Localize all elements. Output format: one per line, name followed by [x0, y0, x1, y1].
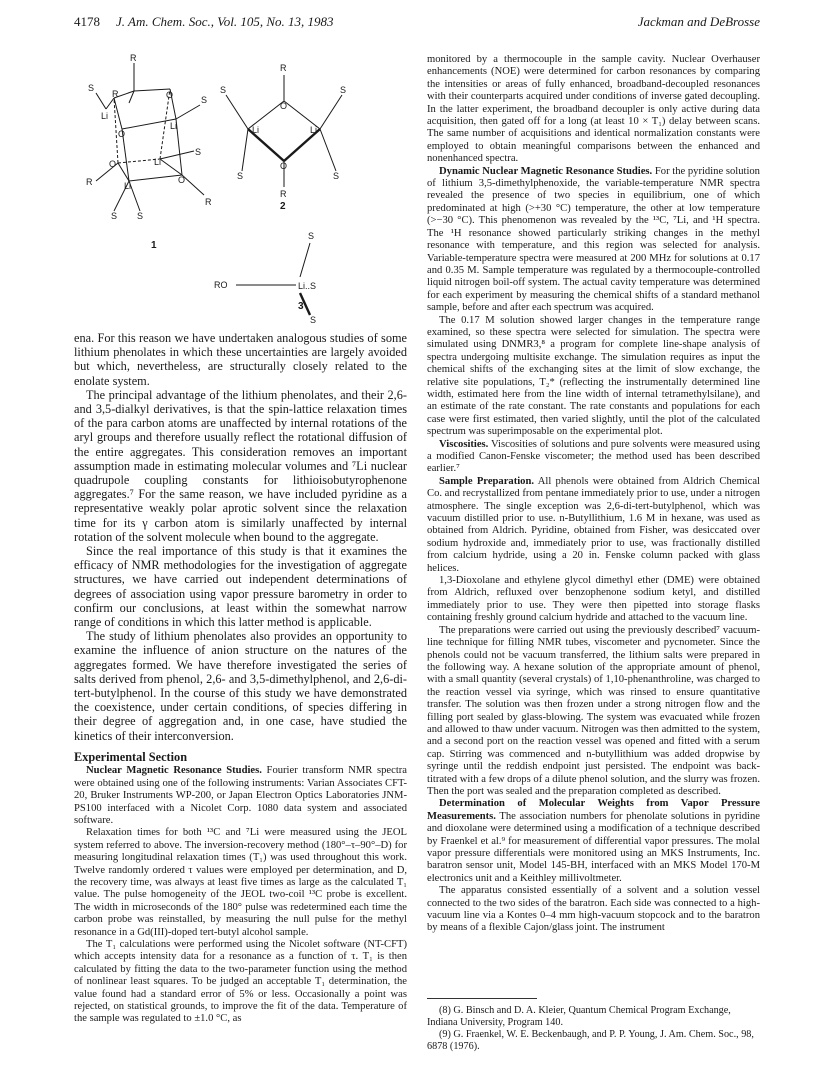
li-s-label-3: Li..S — [298, 281, 317, 291]
footnote-8: (8) G. Binsch and D. A. Kleier, Quantum Chemical Program Exchange, Indiana University, Program 140. — [427, 1005, 731, 1028]
body-paragraph: monitored by a thermocouple in the sample cavity. Nuclear Overhauser enhancements (NOE) were determined for carbon resonances by comparing the intensities or areas of fully enhanced, broadband-decoupled resonances with their counterparts acquired under conditions of inverse gated decoupling. In the latter experiment, the broadband decoupler is only active during data acquisition, then gated off for a long (at least 10 × T₁) delay between scans. The same number of acquisitions and identical normalization constants were employed to obtain meaningful comparisons between the enhanced and nonenhanced spectra. — [427, 54, 760, 165]
dynamic-nmr-text: For the pyridine solution of lithium 3,5-dimethylphenoxide, the variable-temperature NMR spectra revealed the presence of two species in equilibrium, one of which predominated at high (>+30 °C) temperature, the other at low temperature (>−30 °C). This phenomenon was revealed by the ¹³C, ⁷Li, and ¹H spectra. The ¹H resonance showed particularly striking changes in the methyl resonance with temperature, and this region was selected for analysis. Variable-temperature spectra were measured at 200 MHz for solutions at 0.17 and 0.35 M. Sample temperature was regulated by a thermocouple-controlled liquid nitrogen boil-off system. The actual cavity temperature was determined for each experiment by measuring the chemical shifts of a standard methanol sample, before and after each spectrum was acquired. — [427, 165, 760, 314]
running-header — [74, 14, 760, 32]
intro-paragraph: The principal advantage of the lithium phenolates, and their 2,6- and 3,5-dialkyl derivatives, is that the spin-lattice relaxation times of the para carbon atoms are unaffected by internal rotations of the aryl groups and therefore usually reflect the rotational diffusion of the entire aggregates. This consideration removes an important assumption made in estimating molecular volumes and ⁷Li nuclear quadrupole coupling constants for lithioisobutyrophenone aggregates.⁷ For the same reason, we have included pyridine as a representative weakly polar aprotic solvent since the relaxation time for its γ carbon atom is similarly unaffected by internal rotation of the solvent molecule when bound to the aggregate. — [74, 387, 407, 544]
o-label-1b: O — [118, 129, 126, 139]
body-paragraph: The apparatus consisted essentially of a solvent and a solution vessel connected to the two sides of the baratron. Each side was connected to a high-vacuum line via a Kontes 0–4 mm high-vacuum stopcock and to the baratron by means of a flexible Cajon/glass joint. The instrument — [427, 885, 760, 934]
o-label-1d: O — [178, 175, 186, 185]
s-label-2b: S — [340, 85, 347, 95]
molecular-weight-text: The association numbers for phenolate solutions in pyridine and dioxolane were determined using a modification of a technique described by Fraenkel et al.⁹ for measurement of differential vapor pressures. The molal vapor pressure differentials were monitored using an MKS Instruments, Inc. baratron sensor unit, Model 145-BH, interfaced with an MKS Model 170-M electronics unit and a Keithley millivoltmeter. — [427, 810, 760, 884]
run-in-heading: Sample Preparation. — [439, 475, 535, 487]
s-label-2a: S — [220, 85, 227, 95]
ro-label-3: RO — [214, 280, 228, 290]
li-label-1a: Li — [101, 111, 109, 121]
lithium-aggregate-structures — [74, 53, 407, 329]
intro-paragraph: Since the real importance of this study is that it examines the efficacy of NMR methodologies for the investigation of aggregate structures, we have carried out independent determinations of degrees of association using vapor pressure barometry in order to confirm our conclusions, at least within the somewhat narrow range of conditions in which this latter method is applicable. — [74, 544, 407, 630]
body-paragraph: The 0.17 M solution showed larger changes in the temperature range examined, so these spectra were selected for simulation. The spectra were simulated using DNMR3,⁸ a program for complete line-shape analysis of spectra undergoing multisite exchange. The simulation requires as input the chemical shifts of the exchanging sites at the limit of slow exchange, the relative site populations, T₂* (reflecting the instrumentally determined line width, estimated here from the line width of internal tetramethylsilane), and an estimate of the rate constant. The rate constants and populations for each case were first estimated, then varied slightly, until the plot of the calculated spectrum was superimposable on the experimental plot. — [427, 314, 760, 438]
r-label-1a: R — [130, 53, 137, 63]
r-label-1c: R — [86, 177, 93, 187]
compound-number-3: 3 — [298, 301, 304, 312]
r-label-2a: R — [280, 63, 287, 73]
compound-number-2: 2 — [280, 201, 286, 212]
o-label-1a: O — [166, 90, 174, 100]
li-label-1d: Li — [124, 181, 132, 191]
nmr-text: Fourier transform NMR spectra were obtained using one of the following instruments: Varian Associates CFT-20, Bruker Instruments WP-200, or Japan Electron Optics Laboratories JNM-PS100 interfaced with a Nicolet Corp. 1080 data system and associated software. — [74, 765, 407, 826]
li-label-1c: Li — [154, 157, 162, 167]
o-label-1c: O — [109, 159, 117, 169]
viscosity-text: Viscosities of solutions and pure solvents were measured using a modified Canon-Fenske viscometer; the method used has been described earlier.⁷ — [427, 438, 760, 475]
s-label-1c: S — [195, 147, 202, 157]
intro-paragraph: The study of lithium phenolates also provides an opportunity to examine the influence of anion structure on the natures of the aggregates formed. We have therefore investigated the series of salts derived from phenol, 2,6- and 3,5-dimethylphenol, and 2,6-di-tert-butylphenol. In the course of this study we have demonstrated the coexistence, under certain conditions, of species differing in their degree of aggregation and, in one case, have studied the kinetics of their interconversion. — [74, 629, 407, 743]
s-label-2d: S — [333, 171, 340, 181]
run-in-heading: Viscosities. — [439, 438, 489, 450]
running-authors: Jackman and DeBrosse — [637, 14, 760, 29]
nmr-paragraph: Relaxation times for both ¹³C and ⁷Li were measured using the JEOL system referred to above. The inversion-recovery method (180°–τ–90°–D) for measuring longitudinal relaxation times (T₁) was used throughout this work. Twelve randomly ordered τ values were employed per determination, and D, the recovery time, was always at least five times as large as the calculated T₁ value. The pulse homogeneity of the JEOL two-coil ¹³C probe is excellent. The width in microseconds of the 180° pulse was redetermined each time the carbon probe was reinstalled, by measuring the null pulse for the methyl resonance in a Gd(III)-doped tert-butyl alcohol sample. — [74, 827, 407, 938]
compound-number-1: 1 — [151, 240, 157, 251]
structures-figure — [74, 53, 407, 329]
footnotes — [427, 998, 760, 1053]
li-label-1b: Li — [170, 121, 178, 131]
body-paragraph: 1,3-Dioxolane and ethylene glycol dimethyl ether (DME) were obtained from Aldrich, refluxed over benzophenone sodium ketyl, and distilled immediately prior to use. They were then pipetted into storage flasks containing freshly ground calcium hydride and attached to the vacuum line. — [427, 575, 760, 624]
s-label-1a: S — [88, 83, 95, 93]
preparation-text: All phenols were obtained from Aldrich Chemical Co. and recrystallized from pentane immediately prior to use, under a nitrogen atmosphere. The single exception was 2,6-di-tert-butylphenol, which was vacuum distilled prior to use. n-Butyllithium, 1.6 M in hexane, was used as obtained from Aldrich. Pyridine, obtained from Fisher, was desiccated over sodium hydroxide and, immediately prior to use, was fractionally distilled from calcium hydride, using a 20 in. Fenske column packed with glass helices. — [427, 475, 760, 574]
r-label-2b: R — [280, 189, 287, 199]
left-column — [74, 53, 407, 1026]
nmr-paragraph — [74, 765, 407, 827]
s-label-1b: S — [201, 95, 208, 105]
footnote-rule — [427, 998, 537, 999]
s-label-1d: S — [137, 211, 144, 221]
body-paragraph — [427, 166, 760, 315]
footnote-9: (9) G. Fraenkel, W. E. Beckenbaugh, and P. P. Young, J. Am. Chem. Soc., 98, 6878 (1976). — [427, 1029, 754, 1052]
o-label-2a: O — [280, 101, 288, 111]
body-paragraph — [427, 798, 760, 885]
li-label-2a: Li — [252, 125, 260, 135]
s-label-1e: S — [111, 211, 118, 221]
s-label-2c: S — [237, 171, 244, 181]
run-in-heading: Nuclear Magnetic Resonance Studies. — [86, 765, 262, 777]
section-heading: Experimental Section — [74, 749, 188, 764]
page-number: 4178 — [74, 14, 100, 29]
right-column — [427, 54, 760, 935]
r-label-1d: R — [205, 197, 212, 207]
body-paragraph: The preparations were carried out using the previously described⁷ vacuum-line technique for filling NMR tubes, viscometer and pycnometer. Since the phenols could not be vacuum transferred, the lithium salts were prepared in the following way. A hexane solution of the appropriate amount of phenol, with a small quantity (several crystals) of 1,10-phenanthroline, was charged to the reaction vessel via syringe, which was rinsed to ensure quantitative transfer. The solution was then frozen under a strong nitrogen flow and the filling port sealed by glass-blowing. The system was evacuated while frozen and allowed to thaw under vacuum. Nitrogen was then admitted to the system, and a second port on the reaction vessel was opened and fitted with a serum cap. Stirring was commenced and n-butyllithium was added dropwise by syringe until the reddish endpoint just persisted. The endpoint was back-titrated with a few drops of a dilute phenol solution, and the slurry was frozen. Then the port was sealed and the preparation completed as described. — [427, 624, 760, 797]
r-label-1b: R — [112, 89, 119, 99]
intro-paragraph: ena. For this reason we have undertaken analogous studies of some lithium phenolates in which these uncertainties are largely avoided but which, nevertheless, are structurally closely related to the enolate system. — [74, 331, 407, 388]
s-label-3b: S — [310, 315, 317, 325]
li-label-2b: Li — [310, 125, 318, 135]
body-paragraph — [427, 476, 760, 575]
run-in-heading: Determination of Molecular Weights from Vapor Pressure Measurements. — [427, 798, 760, 822]
journal-citation: J. Am. Chem. Soc., Vol. 105, No. 13, 1983 — [116, 14, 334, 29]
introduction-text — [74, 331, 407, 1026]
o-label-2b: O — [280, 161, 288, 171]
body-paragraph — [427, 439, 760, 476]
run-in-heading: Dynamic Nuclear Magnetic Resonance Studies. — [439, 165, 653, 177]
nmr-paragraph: The T₁ calculations were performed using the Nicolet software (NT-CFT) which accepts intensity data for a resonance as a function of τ. T₁ is then calculated by fitting the data to the two-parameter function using the method of nonlinear least squares. To be judged an acceptable T₁ determination, the value found had a standard error of 5% or less. Occasionally a point was rejected, on statistical grounds, to improve the fit of the data. Temperature of the sample was regulated to ±1.0 °C, as — [74, 938, 407, 1025]
s-label-3a: S — [308, 231, 315, 241]
